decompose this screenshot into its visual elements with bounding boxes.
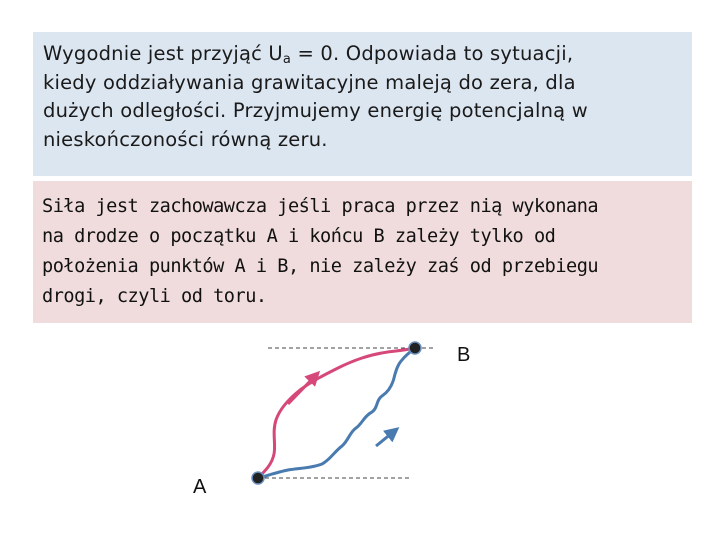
point-a [252,472,264,484]
definition-line-1: Siła jest zachowawcza jeśli praca przez nią wykonana [42,196,599,217]
definition-line-2: na drodze o początku A i końcu B zależy tylko od [42,226,556,247]
definition-line-3: położenia punktów A i B, nie zależy zaś od przebiegu [42,256,599,277]
pink-path [258,348,415,478]
point-b-label: B [457,344,471,366]
note-line-1-start: Wygodnie jest przyjąć U [43,42,283,65]
note-line-2: kiedy oddziaływania grawitacyjne maleją do zera, dla [43,70,576,94]
subscript-a: a [282,52,292,67]
note-line-3: dużych odległości. Przyjmujemy energię potencjalną w [43,99,588,122]
point-a-label: A [193,476,207,498]
blue-direction-arrow [376,429,397,446]
note-line-1-end: = 0. Odpowiada to sytuacji, [291,42,574,65]
point-b [409,342,421,354]
definition-line-4: drogi, czyli od toru. [42,286,267,307]
pink-direction-arrow [288,373,318,404]
note-line-4: nieskończoności równą zeru. [43,127,328,151]
